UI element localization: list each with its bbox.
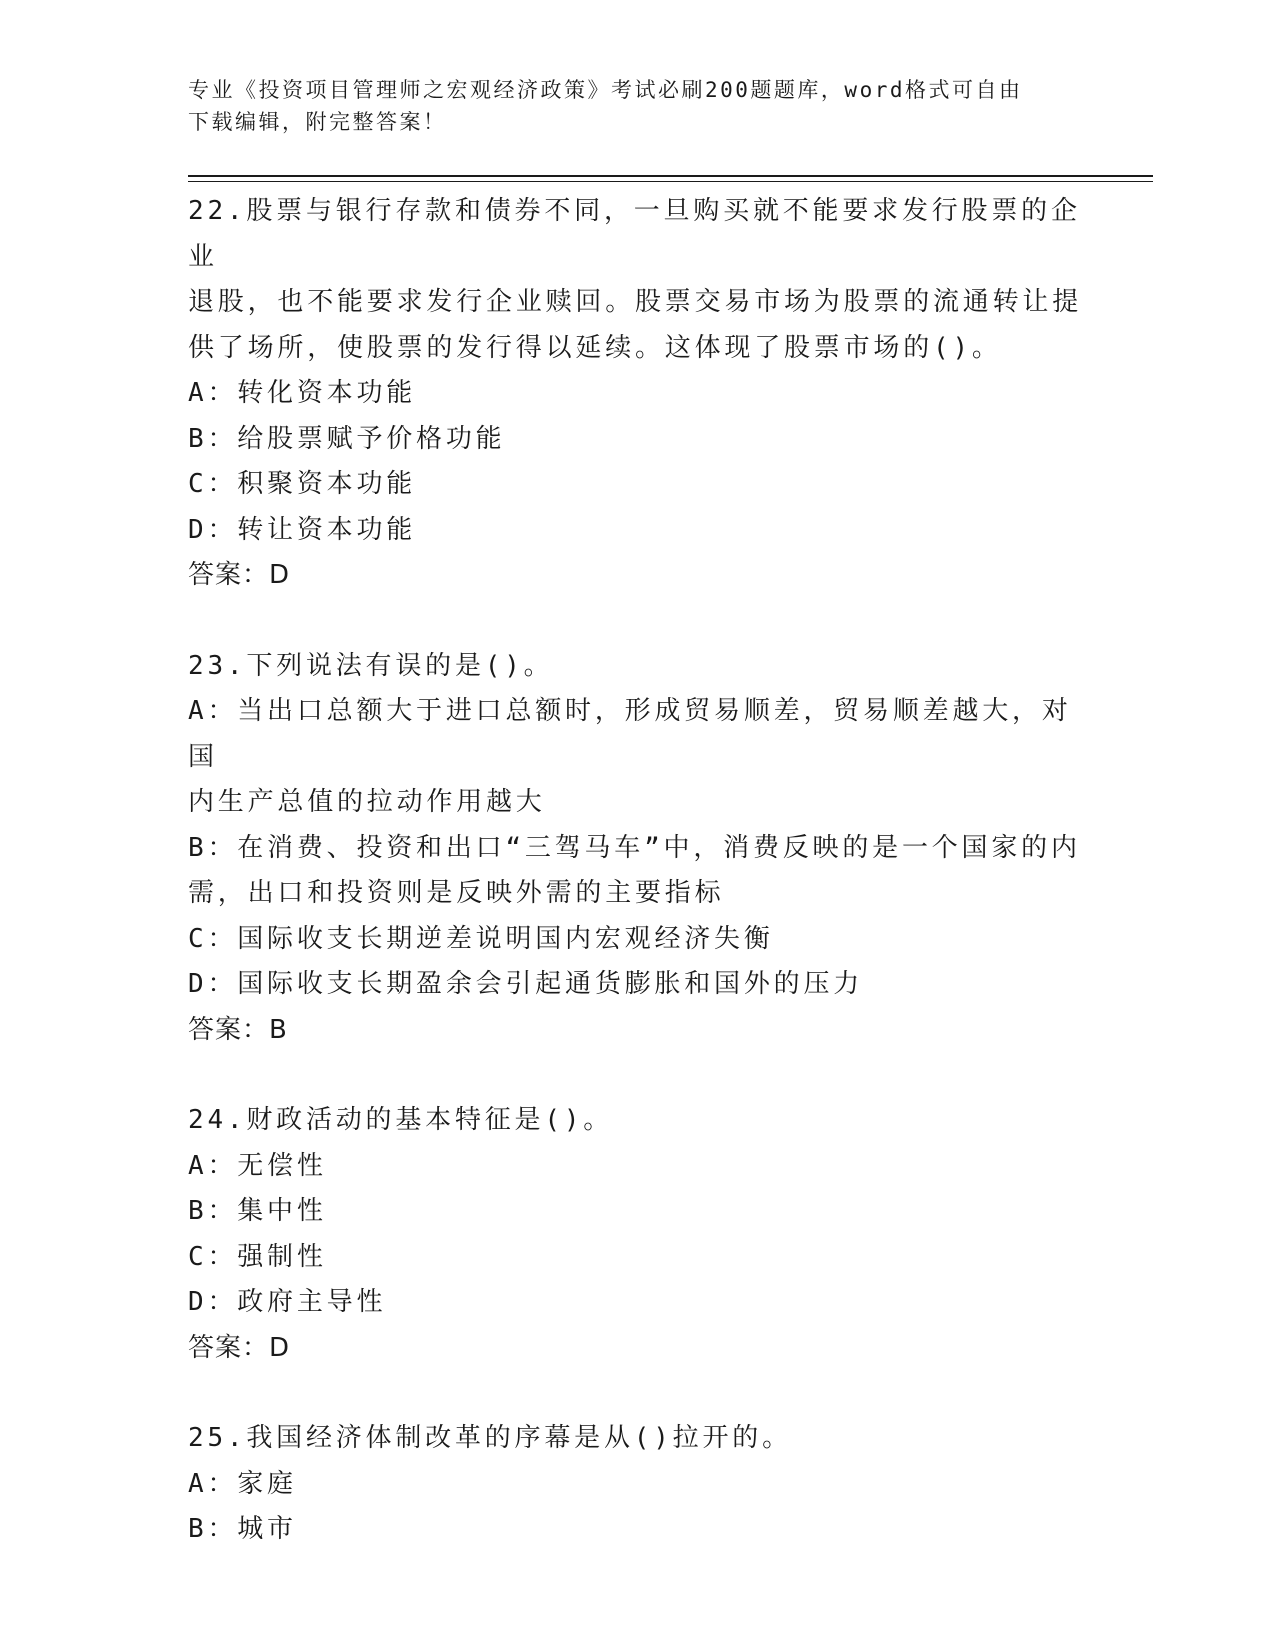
question-24	[188, 1098, 1088, 1371]
option-d: D：转让资本功能	[188, 514, 417, 545]
question-25	[188, 1416, 1088, 1553]
option-c: C：强制性	[188, 1241, 327, 1272]
question-stem: 供了场所，使股票的发行得以延续。这体现了股票市场的()。	[188, 332, 1002, 363]
answer-key: 答案：D	[188, 560, 291, 590]
question-stem: 退股，也不能要求发行企业赎回。股票交易市场为股票的流通转让提	[188, 287, 1083, 317]
option-d: D：国际收支长期盈余会引起通货膨胀和国外的压力	[188, 969, 864, 999]
option-a: A：无偿性	[188, 1150, 327, 1181]
question-22	[188, 189, 1088, 599]
option-b-continued: 需，出口和投资则是反映外需的主要指标	[188, 878, 725, 908]
question-list	[188, 189, 1088, 1598]
option-c: C：国际收支长期逆差说明国内宏观经济失衡	[188, 923, 774, 954]
option-c: C：积聚资本功能	[188, 469, 417, 499]
option-b: B：城市	[188, 1514, 297, 1544]
option-a: A：家庭	[188, 1468, 297, 1499]
header-divider-thin	[188, 181, 1153, 182]
option-a: A：转化资本功能	[188, 378, 417, 408]
question-stem: 24.财政活动的基本特征是()。	[188, 1105, 614, 1135]
question-stem: 23.下列说法有误的是()。	[188, 650, 554, 681]
question-stem: 25.我国经济体制改革的序幕是从()拉开的。	[188, 1423, 792, 1453]
answer-key: 答案：B	[188, 1014, 288, 1045]
header-line-2: 下载编辑，附完整答案！	[188, 110, 447, 134]
option-b: B：在消费、投资和出口“三驾马车”中，消费反映的是一个国家的内	[188, 832, 1081, 863]
question-23	[188, 644, 1088, 1054]
option-a: A：当出口总额大于进口总额时，形成贸易顺差，贸易顺差越大，对国	[188, 696, 1072, 772]
option-d: D：政府主导性	[188, 1287, 387, 1317]
option-b: B：给股票赋予价格功能	[188, 423, 506, 454]
header-divider-thick	[188, 175, 1153, 177]
answer-key: 答案：D	[188, 1332, 291, 1363]
header-line-1: 专业《投资项目管理师之宏观经济政策》考试必刷200题题库，word格式可自由	[188, 78, 1023, 102]
option-b: B：集中性	[188, 1196, 327, 1226]
question-stem: 22.股票与银行存款和债券不同，一旦购买就不能要求发行股票的企业	[188, 196, 1081, 272]
document-header	[188, 74, 1068, 138]
option-a-continued: 内生产总值的拉动作用越大	[188, 787, 546, 817]
